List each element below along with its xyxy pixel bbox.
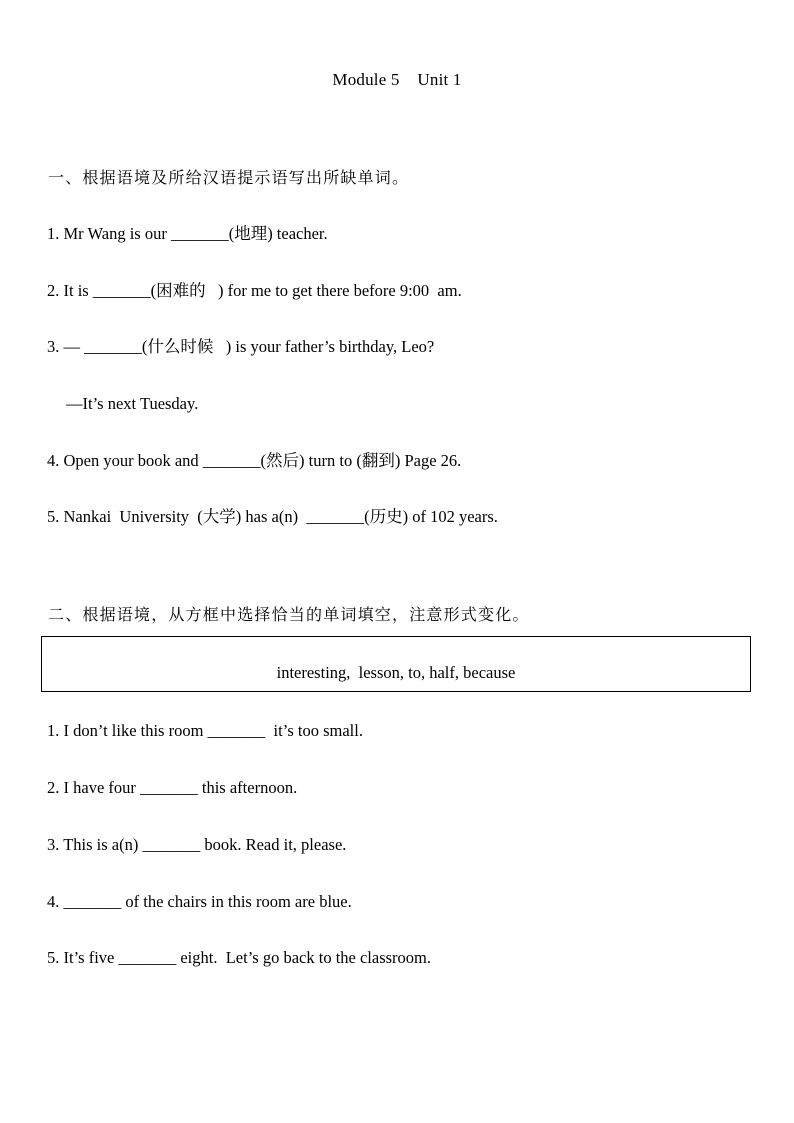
section-2-heading: 二、根据语境，从方框中选择恰当的单词填空，注意形式变化。 <box>48 605 530 624</box>
section-2-question-3: 3. This is a(n) _______ book. Read it, please. <box>47 835 347 854</box>
section-1-question-3: 3. — _______(什么时候 ) is your father’s birthday, Leo? <box>47 337 435 356</box>
section-1-question-4: 4. Open your book and _______(然后) turn to (翻到) Page 26. <box>47 451 462 470</box>
section-1-question-2: 2. It is _______(困难的 ) for me to get there before 9:00 am. <box>47 281 462 300</box>
word-bank-text: interesting, lesson, to, half, because <box>276 663 516 682</box>
section-1-heading: 一、根据语境及所给汉语提示语写出所缺单词。 <box>48 168 410 187</box>
section-1-question-5: 5. Nankai University (大学) has a(n) _______(历史) of 102 years. <box>47 507 498 526</box>
page-title: Module 5 Unit 1 <box>332 70 462 89</box>
section-2-question-1: 1. I don’t like this room _______ it’s too small. <box>47 721 363 740</box>
section-2-question-5: 5. It’s five _______ eight. Let’s go back to the classroom. <box>47 948 432 967</box>
word-bank-box <box>41 636 751 692</box>
section-1-question-3-answer: —It’s next Tuesday. <box>66 394 199 413</box>
section-2-question-4: 4. _______ of the chairs in this room are blue. <box>47 892 352 911</box>
section-2-question-2: 2. I have four _______ this afternoon. <box>47 778 298 797</box>
section-1-question-1: 1. Mr Wang is our _______(地理) teacher. <box>47 224 328 243</box>
